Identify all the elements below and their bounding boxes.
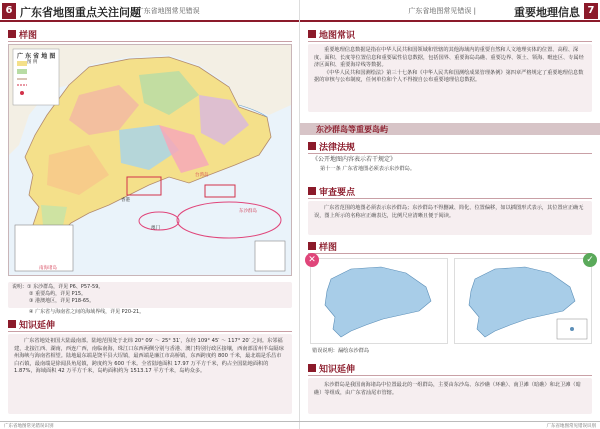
knowledge-text: 广东省地处祖国大陆最南部。陆地范围处于北纬 20° 09′ ～ 25° 31′，东经 109° 45′ ～ 117° 20′ 之间。东邻福建，北接江西、湖南，西连广西，南临南海，珠江口东西两侧分别与香港、澳门特别行政区接壤，西南部雷州半岛隔琼州海峡与海南省相望。陆地最东端是饶平县大埕镇，最西端是廉江市高桥镇，东西跨度约 800 千米，最北端是乐昌市白石镇，最南端是徐闻县角尾镇，跨度约为 600 千米。全省陆地面积 17.97 万平方千米，约占全国陆地面积的 1.87%，海域面积 42 万平方千米，岛屿面积约为 1513.17 平方千米，岛屿众多。 — [8, 334, 292, 414]
error-caption: 错误说明：漏绘东沙群岛 — [312, 348, 370, 354]
note-2: ② 重要岛屿，详见 P15。 — [29, 291, 87, 297]
section-bullet-icon — [308, 364, 316, 372]
section-title: 审查要点 — [319, 187, 356, 198]
map-label-islands: 南海诸岛 — [39, 266, 57, 271]
map-svg — [9, 45, 291, 275]
note-4: ④ 广东省与海南省之间的海域界线，详见 P20-21。 — [29, 309, 145, 315]
map-title: 广 东 省 地 图 — [17, 53, 56, 60]
section-bullet-icon — [308, 142, 316, 150]
section-knowledge — [8, 318, 292, 330]
review-text: 广东省范围的地图必须表示东沙群岛；东沙群岛不得删减、简化、位置偏移，如以插图形式表示，其位置应正确无误，图上所示的名称应正确表达，比例尺应清晰且便于阅读。 — [308, 201, 592, 235]
section-law — [308, 140, 592, 152]
section-bullet-icon — [8, 30, 16, 38]
map-label-hongkong: 香港 — [121, 198, 130, 203]
page-header-subtitle: | 广东省地图常见错误 — [132, 7, 200, 15]
common-text-2: 《中华人民共和国测绘法》第三十七条和《中华人民共和国测绘成果管理条例》第四章严格规定了重要地理信息数据的审核与公布制度，任何单位和个人不得擅自公布重要地理信息数据。 — [314, 69, 584, 84]
law-title: 《公开地图内容表示若干规定》 — [312, 156, 397, 163]
left-header — [0, 0, 299, 22]
wrong-map-svg — [311, 259, 447, 343]
section-title: 样图 — [319, 242, 338, 253]
page-number: 6 — [2, 3, 16, 19]
law-text: 第十一条 广东省地图必须表示东沙群岛。 — [320, 166, 416, 172]
left-footer — [0, 421, 300, 429]
section-title: 地图常识 — [319, 30, 356, 41]
section-title: 样图 — [19, 30, 38, 41]
common-text-1: 重要地理信息数据是指在中华人民共和国领域和管辖的其他海域内的重要自然和人文地理实体的位置、高程、深度、面积、长度等位置信息和重要属性信息数据，包括国界、重要海岛岛礁、重要边界、领土、领海、毗连区、专属经济区面积、重要海岸线等数据。 — [314, 47, 584, 69]
section-title: 法律法规 — [319, 142, 356, 153]
section-title: 知识延伸 — [319, 364, 356, 375]
right-page — [300, 0, 600, 429]
section-bullet-icon — [308, 187, 316, 195]
correct-mark-icon: ✓ — [583, 253, 597, 267]
map-label-dongsha: 东沙群岛 — [239, 209, 257, 214]
topic-band-title: 东沙群岛等重要岛屿 — [316, 125, 388, 134]
map-notes — [8, 282, 292, 308]
note-1: 说明：① 东沙群岛，详见 P6、P57-59。 — [12, 284, 104, 290]
sample-map-correct — [454, 255, 594, 344]
correct-map-svg — [455, 259, 591, 343]
section-review — [308, 185, 592, 197]
map-label-macau: 澳门 — [151, 226, 160, 231]
knowledge-text: 东沙群岛是我国南海诸岛中位置最北的一组群岛，主要由东沙岛、东沙礁（环礁）、南卫滩（暗礁）和北卫滩（暗礁）等组成，由广东省汕尾市管辖。 — [308, 378, 592, 414]
section-sample — [308, 240, 592, 252]
page-header-subtitle: 广东省地图常见错误 | — [408, 7, 476, 15]
section-common — [308, 28, 592, 40]
guangdong-map — [8, 44, 292, 276]
footer-text: 广东省地图常见错误识别 — [4, 424, 54, 429]
section-bullet-icon — [308, 242, 316, 250]
section-title: 知识延伸 — [19, 320, 56, 331]
page-number: 7 — [584, 3, 598, 19]
section-knowledge — [308, 362, 592, 374]
footer-text: 广东省地图常见错误识别 — [546, 424, 596, 429]
error-mark-icon: ✕ — [305, 253, 319, 267]
right-footer — [300, 421, 600, 429]
map-label-taiwan: 台湾岛 — [195, 173, 209, 178]
page-header-title: 广东省地图重点关注问题 — [20, 6, 141, 19]
topic-band — [300, 123, 600, 135]
section-bullet-icon — [308, 30, 316, 38]
legend-title: 图 例 — [27, 60, 38, 65]
right-header — [300, 0, 600, 22]
common-text-box — [308, 44, 592, 112]
section-bullet-icon — [8, 320, 16, 328]
page-header-title: 重要地理信息 — [514, 6, 580, 19]
note-3: ③ 港澳地区，详见 P18-65。 — [29, 298, 95, 304]
section-sample — [8, 28, 292, 40]
sample-map-wrong — [308, 255, 448, 344]
